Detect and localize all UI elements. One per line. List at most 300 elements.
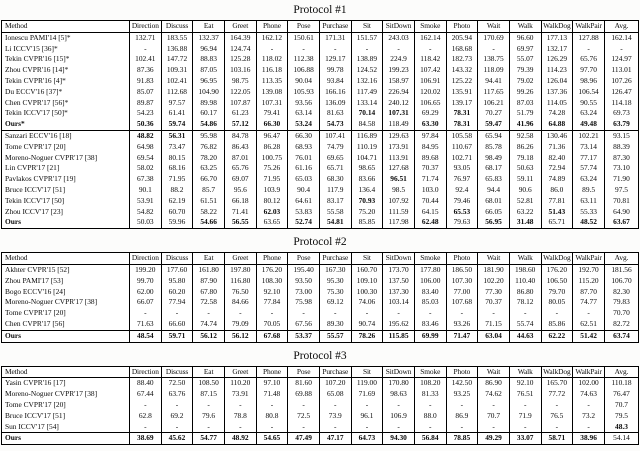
value-cell: 105.93 <box>288 87 320 98</box>
value-cell: 59.47 <box>478 119 510 130</box>
value-cell: 86.43 <box>224 142 256 153</box>
value-cell: 51.43 <box>541 207 573 218</box>
value-cell: 90.4 <box>288 185 320 196</box>
value-cell: 80.12 <box>256 196 288 207</box>
value-cell: 114.23 <box>541 65 573 76</box>
value-cell: 31.48 <box>509 217 541 228</box>
value-cell: 133.14 <box>351 98 383 109</box>
value-cell: 98.63 <box>383 389 415 400</box>
value-cell: 56.84 <box>414 433 446 445</box>
value-cell: 115.85 <box>383 330 415 342</box>
value-cell: - <box>351 44 383 55</box>
value-cell: 52.81 <box>509 196 541 207</box>
value-cell: 199.20 <box>130 264 162 275</box>
column-header: WalkDog <box>541 253 573 265</box>
value-cell: 138.75 <box>478 54 510 65</box>
value-cell: 88.40 <box>130 378 162 389</box>
value-cell: 85.7 <box>193 185 225 196</box>
value-cell: 98.65 <box>351 163 383 174</box>
value-cell: 53.37 <box>288 330 320 342</box>
column-header: Phone <box>256 21 288 33</box>
value-cell: 65.71 <box>541 217 573 228</box>
value-cell: 130.46 <box>541 130 573 141</box>
table-row <box>2 330 639 342</box>
value-cell: 118.49 <box>383 119 415 130</box>
value-cell: 54.77 <box>193 433 225 445</box>
column-header: Sit <box>351 253 383 265</box>
value-cell: 95.80 <box>161 276 193 287</box>
value-cell: 63.74 <box>605 330 639 342</box>
value-cell: - <box>478 308 510 319</box>
method-cell: Akhter CVPR'15 [52] <box>5 264 70 274</box>
method-cell: Bruce ICCV'17 [51] <box>5 184 66 194</box>
value-cell: 68.30 <box>319 174 351 185</box>
value-cell: 56.95 <box>478 217 510 228</box>
value-cell: 66.30 <box>256 119 288 130</box>
protocol-3-title: Protocol #3 <box>293 349 347 362</box>
value-cell: 50.03 <box>130 217 162 228</box>
column-header: Pose <box>288 253 320 265</box>
column-header: Avg. <box>605 21 639 33</box>
value-cell: 71.48 <box>256 389 288 400</box>
column-header: Avg. <box>605 366 639 378</box>
table-row <box>2 142 639 153</box>
value-cell: 54.23 <box>130 108 162 119</box>
value-cell: 106.65 <box>414 98 446 109</box>
value-cell: 62.51 <box>573 319 605 330</box>
value-cell: 100.75 <box>256 153 288 164</box>
value-cell: 107.31 <box>383 108 415 119</box>
value-cell: 93.15 <box>605 130 639 141</box>
value-cell: 74.74 <box>193 319 225 330</box>
value-cell: 83.40 <box>414 287 446 298</box>
value-cell: 57.74 <box>573 163 605 174</box>
value-cell: 89.30 <box>319 319 351 330</box>
value-cell: 54.14 <box>605 433 639 445</box>
method-cell: Ours* <box>5 119 25 129</box>
value-cell: 81.60 <box>288 378 320 389</box>
value-cell: 111.59 <box>383 207 415 218</box>
value-cell: 97.57 <box>161 98 193 109</box>
value-cell: 109.31 <box>161 65 193 76</box>
value-cell: 68.17 <box>478 163 510 174</box>
value-cell: - <box>130 308 162 319</box>
value-cell: 78.26 <box>351 330 383 342</box>
value-cell: 127.68 <box>383 163 415 174</box>
value-cell: 66.30 <box>288 130 320 141</box>
value-cell: - <box>288 400 320 411</box>
value-cell: 92.58 <box>509 130 541 141</box>
value-cell: 198.60 <box>509 264 541 275</box>
value-cell: 102.41 <box>130 54 162 65</box>
value-cell: 66.05 <box>478 207 510 218</box>
value-cell: 86.28 <box>256 142 288 153</box>
value-cell: 170.69 <box>478 32 510 43</box>
value-cell: 74.63 <box>573 389 605 400</box>
value-cell: 118.42 <box>414 54 446 65</box>
value-cell: - <box>573 44 605 55</box>
protocol-3-section <box>1 350 639 446</box>
table-row <box>2 400 639 411</box>
value-cell: 65.76 <box>224 163 256 174</box>
method-cell: Ours <box>2 330 130 342</box>
column-header: Avg. <box>605 253 639 265</box>
value-cell: 51.42 <box>573 330 605 342</box>
value-cell: 77.72 <box>541 389 573 400</box>
column-header: Wait <box>478 253 510 265</box>
column-header: Wait <box>478 21 510 33</box>
value-cell: 64.61 <box>288 196 320 207</box>
value-cell: 90.1 <box>130 185 162 196</box>
value-cell: 107.26 <box>605 76 639 87</box>
value-cell: 55.58 <box>319 207 351 218</box>
value-cell: 74.79 <box>319 142 351 153</box>
value-cell: 70.7 <box>478 411 510 422</box>
table-row <box>2 108 639 119</box>
value-cell: 147.72 <box>161 54 193 65</box>
value-cell: 137.30 <box>383 287 415 298</box>
value-cell: 60.17 <box>193 108 225 119</box>
protocol-2-title: Protocol #2 <box>293 236 347 249</box>
value-cell: 86.26 <box>509 142 541 153</box>
value-cell: 99.78 <box>319 65 351 76</box>
value-cell: 70.27 <box>478 108 510 119</box>
value-cell: 106.54 <box>573 87 605 98</box>
table-row <box>2 87 639 98</box>
value-cell: 119.00 <box>351 378 383 389</box>
value-cell: 92.10 <box>509 378 541 389</box>
value-cell: 80.8 <box>256 411 288 422</box>
value-cell: 71.47 <box>446 330 478 342</box>
value-cell: - <box>478 422 510 433</box>
value-cell: - <box>130 400 162 411</box>
value-cell: 61.51 <box>193 196 225 207</box>
value-cell: - <box>193 422 225 433</box>
value-cell: 93.25 <box>446 389 478 400</box>
value-cell: 181.56 <box>605 264 639 275</box>
value-cell: 77.17 <box>573 153 605 164</box>
value-cell: 63.79 <box>605 119 639 130</box>
table-row <box>2 411 639 422</box>
column-header: Direction <box>130 253 162 265</box>
value-cell: 117.9 <box>319 185 351 196</box>
value-cell: - <box>256 422 288 433</box>
value-cell: 59.71 <box>161 330 193 342</box>
value-cell: 63.24 <box>573 108 605 119</box>
value-cell: 80.15 <box>161 153 193 164</box>
value-cell: 89.5 <box>573 185 605 196</box>
value-cell: 78.20 <box>193 153 225 164</box>
value-cell: 62.8 <box>130 411 162 422</box>
value-cell: 143.32 <box>446 65 478 76</box>
value-cell: 224.9 <box>383 54 415 65</box>
column-header: WalkPair <box>573 253 605 265</box>
value-cell: 72.50 <box>161 378 193 389</box>
value-cell: 103.0 <box>414 185 446 196</box>
value-cell: 107.42 <box>414 65 446 76</box>
value-cell: 49.48 <box>573 119 605 130</box>
value-cell: - <box>573 400 605 411</box>
value-cell: 75.26 <box>256 163 288 174</box>
value-cell: 126.47 <box>605 87 639 98</box>
value-cell: 52.74 <box>288 217 320 228</box>
value-cell: 70.14 <box>351 108 383 119</box>
value-cell: 81.33 <box>414 389 446 400</box>
value-cell: 139.08 <box>256 87 288 98</box>
value-cell: 99.26 <box>509 87 541 98</box>
value-cell: 77.81 <box>541 196 573 207</box>
column-header: Phone <box>256 253 288 265</box>
value-cell: 186.50 <box>446 264 478 275</box>
table-row <box>2 207 639 218</box>
column-header: Eat <box>193 21 225 33</box>
value-cell: 160.70 <box>351 264 383 275</box>
protocol-1-table <box>1 20 639 229</box>
value-cell: 83.17 <box>319 196 351 207</box>
method-cell: Tekin ICCV'17 [50] <box>5 195 65 205</box>
value-cell: 59.74 <box>161 119 193 130</box>
value-cell: 79.09 <box>224 319 256 330</box>
results-table <box>1 366 639 446</box>
value-cell: 63.30 <box>414 119 446 130</box>
column-header: Phone <box>256 366 288 378</box>
method-cell: Zhou CVPR'16 [14]* <box>5 65 69 75</box>
value-cell: 64.90 <box>605 207 639 218</box>
value-cell: 48.52 <box>573 217 605 228</box>
column-header: Sit <box>351 21 383 33</box>
table-row <box>2 65 639 76</box>
value-cell: 71.15 <box>478 319 510 330</box>
value-cell: 164.39 <box>224 32 256 43</box>
value-cell: 136.4 <box>351 185 383 196</box>
value-cell: 70.37 <box>414 163 446 174</box>
table-row <box>2 98 639 109</box>
value-cell: 76.47 <box>605 389 639 400</box>
value-cell: 76.5 <box>541 411 573 422</box>
method-cell: Tome CVPR'17 [20] <box>5 141 66 151</box>
table-row <box>2 389 639 400</box>
value-cell: 64.73 <box>351 433 383 445</box>
value-cell: 108.30 <box>256 276 288 287</box>
value-cell: 125.22 <box>446 76 478 87</box>
value-cell: 95.30 <box>319 276 351 287</box>
value-cell: 50.63 <box>509 163 541 174</box>
column-header: WalkDog <box>541 21 573 33</box>
column-header: Direction <box>130 366 162 378</box>
protocol-2-section <box>1 236 639 342</box>
value-cell: 75.30 <box>319 287 351 298</box>
value-cell: 110.67 <box>446 142 478 153</box>
value-cell: 70.7 <box>605 400 639 411</box>
value-cell: - <box>319 422 351 433</box>
value-cell: 67.56 <box>288 319 320 330</box>
table-row <box>2 308 639 319</box>
value-cell: 88.83 <box>193 54 225 65</box>
value-cell: 76.50 <box>224 287 256 298</box>
value-cell: 66.70 <box>193 174 225 185</box>
value-cell: 69.2 <box>161 411 193 422</box>
value-cell: 69.88 <box>288 389 320 400</box>
value-cell: 87.90 <box>193 276 225 287</box>
value-cell: 61.41 <box>161 108 193 119</box>
column-header: Walk <box>509 366 541 378</box>
value-cell: 68.93 <box>288 142 320 153</box>
value-cell: 106.21 <box>478 98 510 109</box>
value-cell: - <box>383 422 415 433</box>
column-header: Direction <box>130 21 162 33</box>
method-cell: Tekin ICCV'17 [50]* <box>5 108 68 118</box>
value-cell: 54.81 <box>319 217 351 228</box>
value-cell: 97.84 <box>414 130 446 141</box>
table-row <box>2 422 639 433</box>
value-cell: 89.87 <box>130 98 162 109</box>
value-cell: - <box>351 308 383 319</box>
value-cell: 64.15 <box>414 207 446 218</box>
value-cell: 102.21 <box>573 130 605 141</box>
value-cell: 65.03 <box>288 174 320 185</box>
column-header: Pose <box>288 366 320 378</box>
value-cell: 166.16 <box>319 87 351 98</box>
value-cell: 63.25 <box>193 163 225 174</box>
column-header: Discuss <box>161 253 193 265</box>
value-cell: 107.87 <box>224 98 256 109</box>
value-cell: 70.44 <box>414 196 446 207</box>
value-cell: 92.10 <box>256 287 288 298</box>
value-cell: 62.19 <box>161 196 193 207</box>
value-cell: 93.05 <box>446 163 478 174</box>
value-cell: 55.74 <box>509 319 541 330</box>
value-cell: 63.14 <box>288 108 320 119</box>
value-cell: 70.05 <box>256 319 288 330</box>
value-cell: 129.63 <box>383 130 415 141</box>
value-cell: 199.23 <box>383 65 415 76</box>
value-cell: 59.11 <box>509 174 541 185</box>
value-cell: - <box>256 308 288 319</box>
value-cell: 69.97 <box>509 44 541 55</box>
column-header: Purchase <box>319 253 351 265</box>
value-cell: 71.74 <box>414 174 446 185</box>
protocol-1-section <box>1 4 639 229</box>
value-cell: 53.24 <box>288 119 320 130</box>
value-cell: 192.70 <box>573 264 605 275</box>
table-row <box>2 44 639 55</box>
value-cell: 38.69 <box>130 433 162 445</box>
table-row <box>2 264 639 275</box>
value-cell: 79.02 <box>509 76 541 87</box>
value-cell: 139.17 <box>446 98 478 109</box>
value-cell: 117.49 <box>351 87 383 98</box>
value-cell: 107.20 <box>319 378 351 389</box>
method-cell: Zhou PAMI'17 [53] <box>5 275 64 285</box>
table-row <box>2 287 639 298</box>
value-cell: 173.91 <box>383 142 415 153</box>
value-cell: 62.48 <box>414 217 446 228</box>
method-cell: Sanzari ECCV'16 [18] <box>2 130 130 141</box>
value-cell: 113.91 <box>383 153 415 164</box>
method-cell: Chen CVPR'17 [56]* <box>5 97 69 107</box>
protocol-3-table <box>1 366 639 446</box>
value-cell: 56.12 <box>224 330 256 342</box>
value-cell: 71.41 <box>224 207 256 218</box>
value-cell: 48.92 <box>224 433 256 445</box>
value-cell: 104.90 <box>193 87 225 98</box>
value-cell: 79.5 <box>605 411 639 422</box>
column-header: Wait <box>478 366 510 378</box>
value-cell: 97.70 <box>573 65 605 76</box>
column-header: Method <box>2 21 130 33</box>
value-cell: 165.70 <box>541 378 573 389</box>
value-cell: - <box>224 308 256 319</box>
value-cell: 116.80 <box>224 276 256 287</box>
value-cell: 79.83 <box>605 297 639 308</box>
value-cell: 78.31 <box>446 119 478 130</box>
value-cell: 112.38 <box>288 54 320 65</box>
value-cell: - <box>383 400 415 411</box>
value-cell: 90.04 <box>288 76 320 87</box>
column-header: Greet <box>224 253 256 265</box>
value-cell: 161.80 <box>193 264 225 275</box>
value-cell: 66.18 <box>224 196 256 207</box>
value-cell: 107.30 <box>446 276 478 287</box>
value-cell: - <box>161 422 193 433</box>
value-cell: 38.96 <box>573 433 605 445</box>
value-cell: 85.85 <box>351 217 383 228</box>
value-cell: 124.97 <box>605 54 639 65</box>
column-header: Greet <box>224 366 256 378</box>
value-cell: 89.68 <box>414 153 446 164</box>
value-cell: 63.65 <box>256 217 288 228</box>
value-cell: - <box>256 400 288 411</box>
value-cell: - <box>130 422 162 433</box>
value-cell: 63.22 <box>509 207 541 218</box>
method-cell: Tekin CVPR'16 [15]* <box>5 54 70 64</box>
value-cell: 85.86 <box>541 319 573 330</box>
value-cell: 71.63 <box>130 319 162 330</box>
value-cell: 108.20 <box>414 378 446 389</box>
value-cell: 85.03 <box>414 297 446 308</box>
value-cell: 124.74 <box>224 44 256 55</box>
value-cell: 126.29 <box>541 54 573 65</box>
value-cell: 67.80 <box>193 287 225 298</box>
value-cell: 56.55 <box>224 217 256 228</box>
value-cell: 94.41 <box>478 76 510 87</box>
table-row <box>2 297 639 308</box>
value-cell: 98.49 <box>478 153 510 164</box>
value-cell: 127.88 <box>573 32 605 43</box>
value-cell: 58.02 <box>130 163 162 174</box>
value-cell: 103.9 <box>256 185 288 196</box>
value-cell: 69.29 <box>414 108 446 119</box>
value-cell: 82.40 <box>541 153 573 164</box>
value-cell: 84.58 <box>351 119 383 130</box>
value-cell: 85.78 <box>478 142 510 153</box>
header-row <box>2 21 639 33</box>
value-cell: 142.50 <box>446 378 478 389</box>
value-cell: 62.03 <box>256 207 288 218</box>
value-cell: 79.70 <box>541 287 573 298</box>
value-cell: 136.09 <box>319 98 351 109</box>
value-cell: 70.70 <box>605 308 639 319</box>
value-cell: 97.10 <box>256 378 288 389</box>
method-cell: Lin CVPR'17 [21] <box>5 163 60 173</box>
value-cell: 94.30 <box>383 433 415 445</box>
value-cell: - <box>130 44 162 55</box>
value-cell: - <box>509 308 541 319</box>
value-cell: - <box>319 44 351 55</box>
value-cell: - <box>573 308 605 319</box>
value-cell: 96.95 <box>193 76 225 87</box>
column-header: Photo <box>446 253 478 265</box>
